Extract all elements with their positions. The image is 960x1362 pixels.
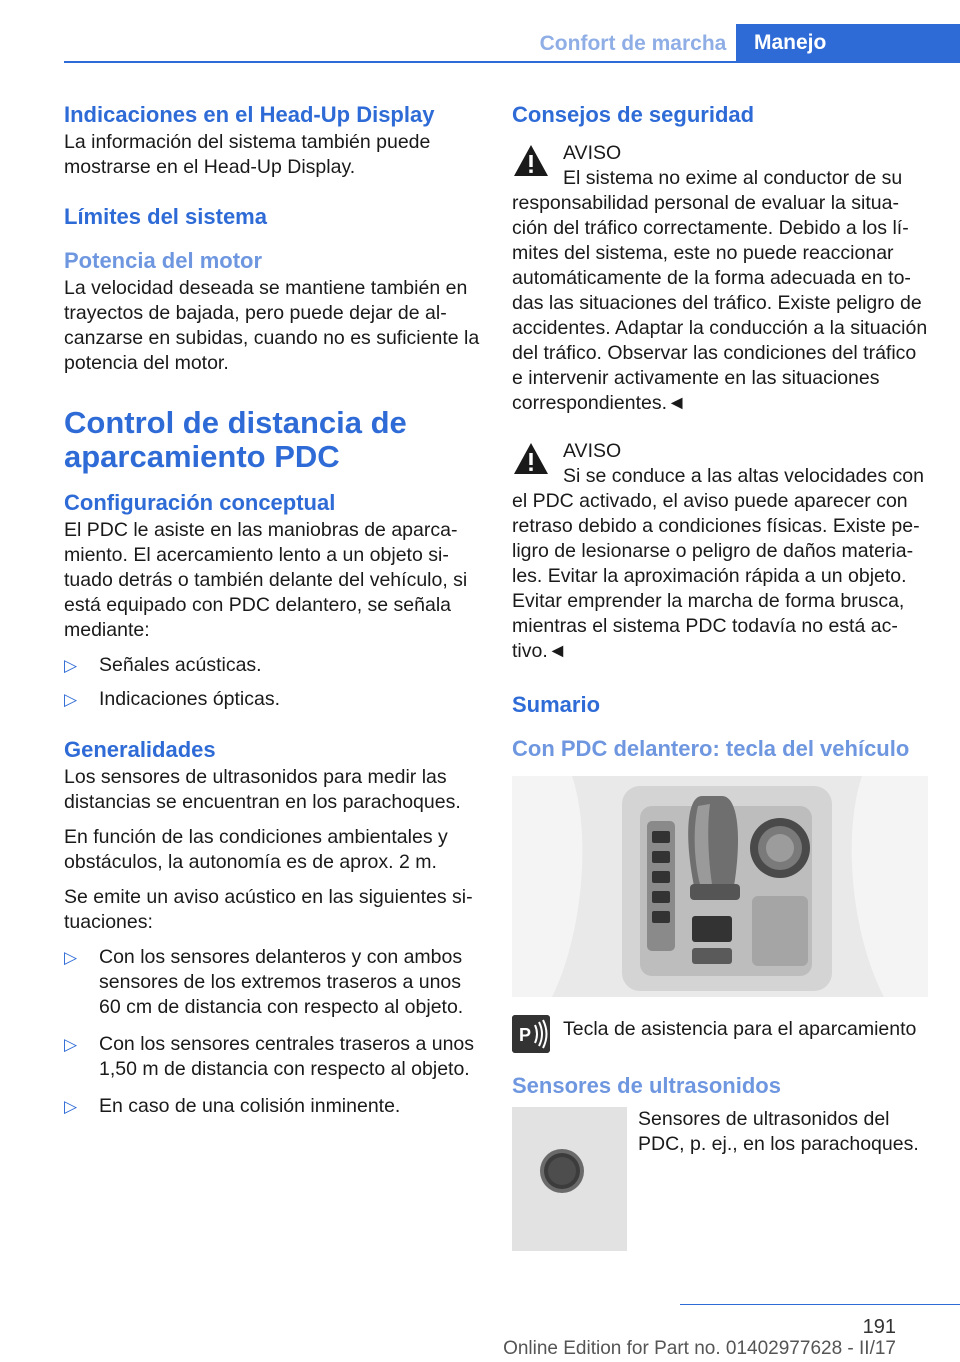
center-console-photo: [512, 776, 928, 997]
bullet-triangle-icon: ▷: [64, 1097, 78, 1116]
footer-rule: [680, 1304, 960, 1305]
paragraph-general-3: Se emite un aviso acústico en las siguientes situaciones:: [64, 886, 473, 933]
svg-text:P: P: [519, 1025, 532, 1045]
edition-footer: Online Edition for Part no. 01402977628 - II/17: [503, 1338, 896, 1359]
paragraph-general-1: Los sensores de ultrasonidos para medir las distancias se encuentran en los parachoques.: [64, 766, 461, 813]
photo-caption: [512, 1013, 928, 1065]
bullet-triangle-icon: ▷: [64, 948, 78, 967]
warning-block-1: [512, 138, 928, 416]
heading-safety: Consejos de seguridad: [512, 102, 755, 127]
header-chapter-tab: Manejo: [736, 24, 960, 61]
heading-front-pdc: Con PDC delantero: tecla del vehículo: [512, 736, 910, 761]
page-number: 191: [862, 1316, 896, 1338]
parking-assist-icon: [512, 1015, 550, 1053]
heading-system-limits: Límites del sistema: [64, 204, 267, 229]
header-rule: [64, 61, 960, 63]
heading-pdc: Control de distancia de aparcamiento PDC: [64, 405, 407, 474]
bullet-triangle-icon: ▷: [64, 690, 78, 709]
warning-triangle-icon: [512, 440, 550, 478]
heading-engine-power: Potencia del motor: [64, 248, 263, 273]
heading-general: Generalidades: [64, 737, 216, 762]
caption-text: Tecla de asistencia para el aparcamiento: [563, 1018, 917, 1040]
heading-sensors: Sensores de ultrasonidos: [512, 1073, 781, 1098]
list-item: ▷ Con los sensores delanteros y con ambos sensores de los extremos traseros a unos 60 cm de distancia con respecto al objeto.: [64, 946, 464, 1018]
warning-text-1: El sistema no exime al conductor de su responsabilidad personal de evaluar la situación del tráfico correctamente. Debido a los límites del sistema, este no puede reaccionar automáticamente de la forma adecuada en todas las situaciones del tráfico. Existe peligro de accidentes. Adaptar la conducción a la situación del tráfico. Observar las condiciones del tráfico e intervenir activamente en las situaciones correspondientes.◄: [512, 167, 928, 414]
concept-list: [64, 653, 480, 712]
ultrasonic-sensor-illustration: [512, 1107, 627, 1251]
heading-hud: Indicaciones en el Head-Up Display: [64, 102, 435, 127]
warning-block-2: [512, 436, 928, 664]
warning-label: AVISO: [563, 440, 622, 462]
left-column: [64, 100, 480, 1128]
list-item: ▷ Indicaciones ópticas.: [64, 688, 281, 710]
warning-label: AVISO: [563, 142, 622, 164]
list-item: ▷ Con los sensores centrales traseros a unos 1,50 m de distancia con respecto al objeto.: [64, 1033, 475, 1080]
paragraph-concept: El PDC le asiste en las maniobras de aparcamiento. El acercamiento lento a un objeto situado detrás o también delante del vehículo, si está equipado con PDC delantero, se señala mediante:: [64, 519, 468, 641]
paragraph-engine-power: La velocidad deseada se mantiene también en trayectos de bajada, pero puede dejar de alcanzarse en subidas, cuando no es suficiente la potencia del motor.: [64, 277, 480, 374]
right-column: [512, 100, 928, 1257]
sensor-photo: [512, 1107, 627, 1251]
bullet-triangle-icon: ▷: [64, 656, 78, 675]
warning-triangle-icon: [512, 142, 550, 180]
sensor-block: [512, 1107, 928, 1257]
bullet-triangle-icon: ▷: [64, 1035, 78, 1054]
paragraph-hud: La información del sistema también puede mostrarse en el Head-Up Display.: [64, 131, 431, 178]
warning-text-2: Si se conduce a las altas velocidades con el PDC activado, el aviso puede aparecer con retraso debido a condiciones físicas. Existe peligro de lesionarse o peligro de daños materiales. Evitar la aproximación rápida a un objeto. Evitar emprender la marcha de forma brusca, mientras el sistema PDC todavía no está activo.◄: [512, 465, 924, 662]
paragraph-general-2: En función de las condiciones ambientales y obstáculos, la autonomía es de aprox. 2 m.: [64, 826, 448, 873]
paragraph-sensors: Sensores de ultrasonidos del PDC, p. ej., en los parachoques.: [638, 1108, 919, 1155]
heading-summary: Sumario: [512, 692, 601, 717]
list-item: ▷ Señales acústicas.: [64, 654, 262, 676]
list-item: ▷ En caso de una colisión inminente.: [64, 1095, 401, 1117]
general-list: [64, 945, 480, 1119]
header-section-tab: Confort de marcha: [539, 32, 727, 55]
heading-concept: Configuración conceptual: [64, 490, 336, 515]
center-console-illustration: [512, 776, 928, 997]
